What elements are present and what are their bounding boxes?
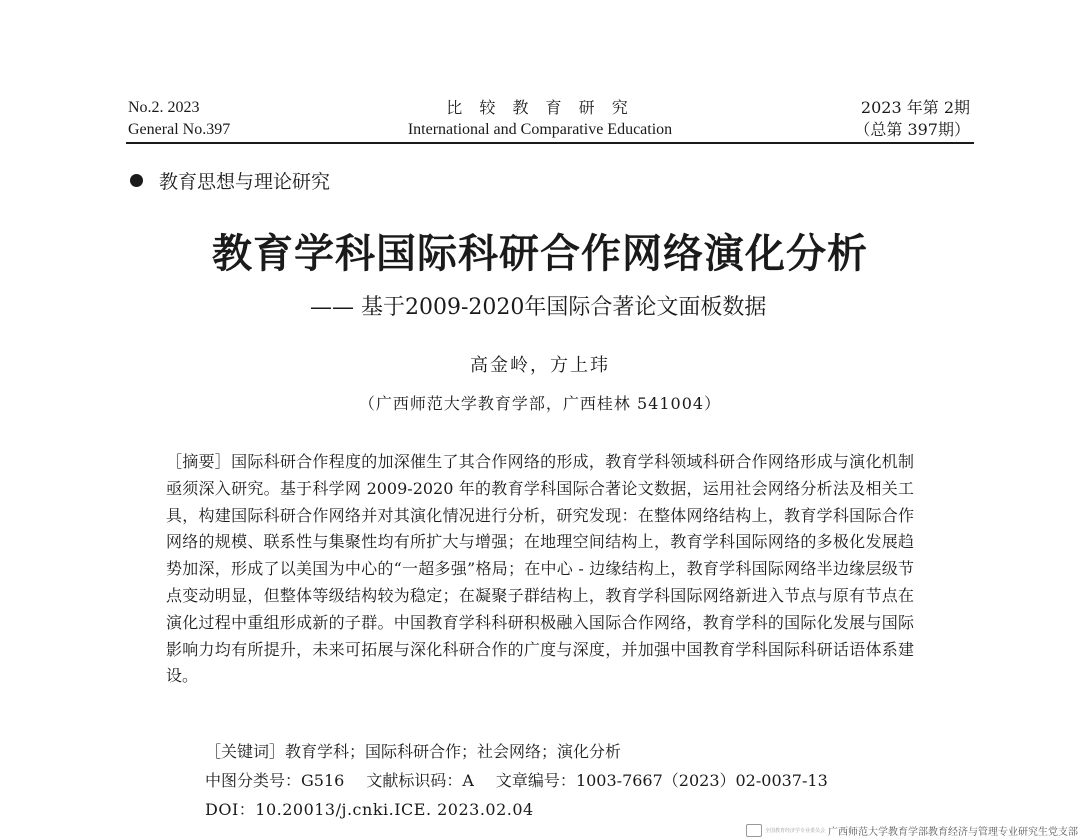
journal-name-cn: 比 较 教 育 研 究 [446,98,634,117]
watermark [746,823,1078,838]
year-issue: 2023 年第 2期 [860,98,970,117]
doi: DOI：10.20013/j.cnki.ICE. 2023.02.04 [205,800,534,819]
article-subtitle: —— 基于2009-2020年国际合著论文面板数据 [310,295,767,320]
classification-line [205,768,828,791]
abstract-text: 国际科研合作程度的加深催生了其合作网络的形成，教育学科领域科研合作网络形成与演化机制亟须深入研究。基于科学网 2009-2020 年的教育学科国际合著论文数据，运用社会网络分析法及相关工具，构建国际科研合作网络并对其演化情况进行分析，研究发现：在整体网络结构上，教育学科国际合作网络的规模、联系性与集聚性均有所扩大与增强；在地理空间结构上，教育学科国际网络的多极化发展趋势加深，形成了以美国为中心的“一超多强”格局；在中心 - 边缘结构上，教育学科国际网络半边缘层级节点变动明显，但整体等级结构较为稳定；在凝聚子群结构上，教育学科国际网络新进入节点与原有节点在演化过程中重组形成新的子群。中国教育学科科研积极融入国际合作网络，教育学科的国际化发展与国际影响力均有所提升，未来可拓展与深化科研合作的广度与深度，并加强中国教育学科国际科研话语体系建设。 [166,452,914,686]
article-title: 教育学科国际科研合作网络演化分析 [212,231,868,277]
issue-number: No.2. 2023 [128,99,200,116]
article-number-label: 文章编号： [495,771,576,790]
abstract-label: ［摘要］ [166,452,232,471]
keywords-label: ［关键词］ [205,742,286,761]
doc-code-value: A [462,771,474,790]
header-rule [126,142,974,144]
article-affiliation: （广西师范大学教育学部，广西桂林 541004） [358,394,722,413]
bullet-icon [130,174,143,187]
watermark-text: 广西师范大学教育学部教育经济与管理专业研究生党支部 [828,827,1078,838]
article-authors: 高金岭，方上玮 [470,355,610,376]
total-issue: （总第 397期） [854,120,970,139]
watermark-small-text: 全国教育经济学专业委员会 [764,828,825,834]
section-label: 教育思想与理论研究 [159,171,331,193]
section-heading [130,167,330,194]
general-number: General No.397 [128,121,231,138]
clc-label: 中图分类号： [205,771,302,790]
abstract [166,449,914,690]
journal-name-en: International and Comparative Education [407,121,673,138]
clc-value: G516 [301,771,345,790]
keywords-text: 教育学科；国际科研合作；社会网络；演化分析 [285,742,622,761]
keywords [205,739,621,762]
journal-year-info [854,97,970,141]
watermark-logo-icon [746,824,762,837]
article-number-value: 1003-7667（2023）02-0037-13 [575,771,828,790]
doc-code-label: 文献标识码： [366,771,463,790]
